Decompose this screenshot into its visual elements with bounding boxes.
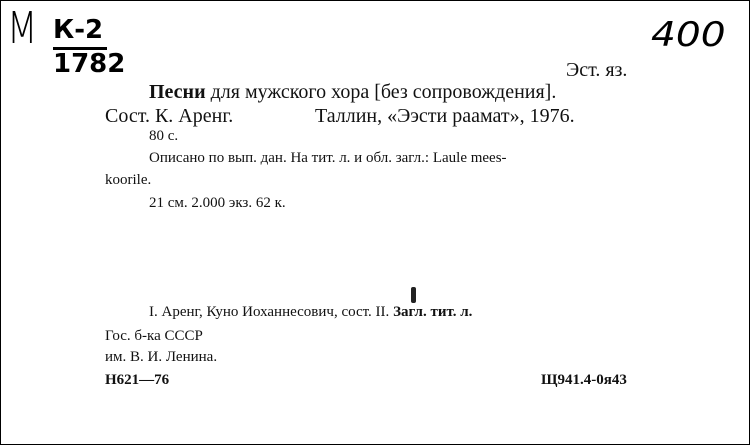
note-line-1: Описано по вып. дан. На тит. л. и обл. загл.: Laule mees-	[149, 150, 507, 166]
tracing-entries	[149, 304, 472, 321]
pen-mark	[411, 287, 416, 303]
compiler: Сост. К. Аренг.	[105, 105, 234, 127]
imprint: Таллин, «Ээсти раамат», 1976.	[315, 105, 575, 127]
entries-bold: Загл. тит. л.	[393, 304, 473, 320]
library-line-2: им. В. И. Ленина.	[105, 349, 218, 365]
note-line-2: koorile.	[105, 172, 152, 188]
card-code: Н621—76	[105, 372, 170, 388]
class-code: Щ941.4-0я43	[541, 372, 627, 388]
format: 21 см. 2.000 экз. 62 к.	[149, 195, 286, 211]
pages: 80 с.	[149, 128, 179, 144]
title-rest: для мужского хора [без сопровождения].	[210, 81, 557, 103]
handwritten-number-right: 400	[651, 15, 726, 55]
handwritten-letter: М	[7, 3, 38, 54]
handwritten-shelf-code: К-2	[53, 15, 104, 45]
library-line-1: Гос. б-ка СССР	[105, 328, 203, 344]
entries-prefix: I. Аренг, Куно Иоханнесович, сост. II.	[149, 304, 390, 320]
title-bold: Песни	[149, 81, 206, 103]
handwritten-shelf-number: 1782	[53, 49, 126, 79]
title-line	[149, 81, 556, 104]
language-label: Эст. яз.	[566, 59, 628, 81]
